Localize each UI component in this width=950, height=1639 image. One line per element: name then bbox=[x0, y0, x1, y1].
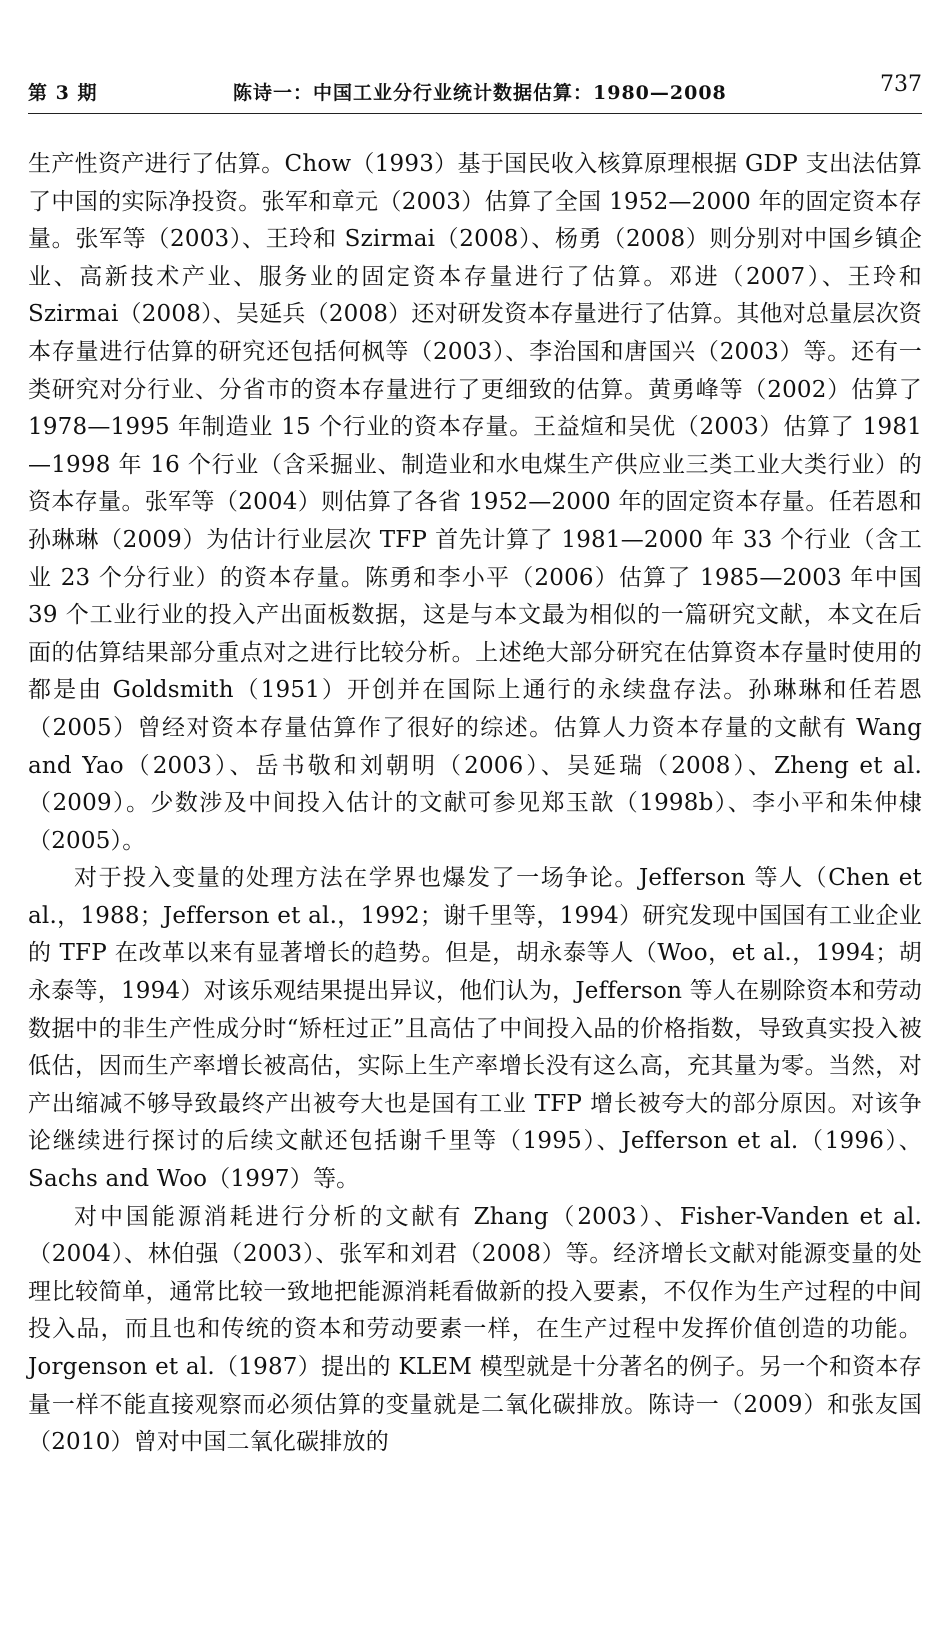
paragraph: 对于投入变量的处理方法在学界也爆发了一场争论。Jefferson 等人（Chen et al.，1988；Jefferson et al.，1992；谢千里等，1994）研究发现中国国有工业企业的 TFP 在改革以来有显著增长的趋势。但是，胡永泰等人（Woo，et al.，1994；胡永泰等，1994）对该乐观结果提出异议，他们认为，Jefferson 等人在剔除资本和劳动数据中的非生产性成分时“矫枉过正”且高估了中间投入品的价格指数，导致真实投入被低估，因而生产率增长被高估，实际上生产率增长没有这么高，充其量为零。当然，对产出缩减不够导致最终产出被夸大也是国有工业 TFP 增长被夸大的部分原因。对该争论继续进行探讨的后续文献还包括谢千里等（1995）、Jefferson et al.（1996）、Sachs and Woo（1997）等。 bbox=[28, 865, 922, 1193]
running-title: 陈诗一：中国工业分行业统计数据估算：1980—2008 bbox=[233, 82, 727, 104]
body-text bbox=[28, 146, 922, 1462]
page-number: 737 bbox=[880, 72, 922, 97]
issue-number: 第 3 期 bbox=[28, 82, 98, 104]
running-header bbox=[28, 72, 922, 108]
header-rule bbox=[28, 113, 922, 114]
paragraph: 对中国能源消耗进行分析的文献有 Zhang（2003）、Fisher-Vanden et al.（2004）、林伯强（2003）、张军和刘君（2008）等。经济增长文献对能源变量的处理比较简单，通常比较一致地把能源消耗看做新的投入要素，不仅作为生产过程的中间投入品，而且也和传统的资本和劳动要素一样，在生产过程中发挥价值创造的功能。Jorgenson et al.（1987）提出的 KLEM 模型就是十分著名的例子。另一个和资本存量一样不能直接观察而必须估算的变量就是二氧化碳排放。陈诗一（2009）和张友国（2010）曾对中国二氧化碳排放的 bbox=[28, 1203, 922, 1456]
paragraph-continued: 生产性资产进行了估算。Chow（1993）基于国民收入核算原理根据 GDP 支出法估算了中国的实际净投资。张军和章元（2003）估算了全国 1952—2000 年的固定资本存量。张军等（2003）、王玲和 Szirmai（2008）、杨勇（2008）则分别对中国乡镇企业、高新技术产业、服务业的固定资本存量进行了估算。邓进（2007）、王玲和 Szirmai（2008）、吴延兵（2008）还对研发资本存量进行了估算。其他对总量层次资本存量进行估算的研究还包括何枫等（2003）、李治国和唐国兴（2003）等。还有一类研究对分行业、分省市的资本存量进行了更细致的估算。黄勇峰等（2002）估算了 1978—1995 年制造业 15 个行业的资本存量。王益煊和吴优（2003）估算了 1981—1998 年 16 个行业（含采掘业、制造业和水电煤生产供应业三类工业大类行业）的资本存量。张军等（2004）则估算了各省 1952—2000 年的固定资本存量。任若恩和孙琳琳（2009）为估计行业层次 TFP 首先计算了 1981—2000 年 33 个行业（含工业 23 个分行业）的资本存量。陈勇和李小平（2006）估算了 1985—2003 年中国 39 个工业行业的投入产出面板数据，这是与本文最为相似的一篇研究文献，本文在后面的估算结果部分重点对之进行比较分析。上述绝大部分研究在估算资本存量时使用的都是由 Goldsmith（1951）开创并在国际上通行的永续盘存法。孙琳琳和任若恩（2005）曾经对资本存量估算作了很好的综述。估算人力资本存量的文献有 Wang and Yao（2003）、岳书敬和刘朝明（2006）、吴延瑞（2008）、Zheng et al.（2009）。少数涉及中间投入估计的文献可参见郑玉歆（1998b）、李小平和朱仲棣（2005）。 bbox=[28, 151, 922, 854]
